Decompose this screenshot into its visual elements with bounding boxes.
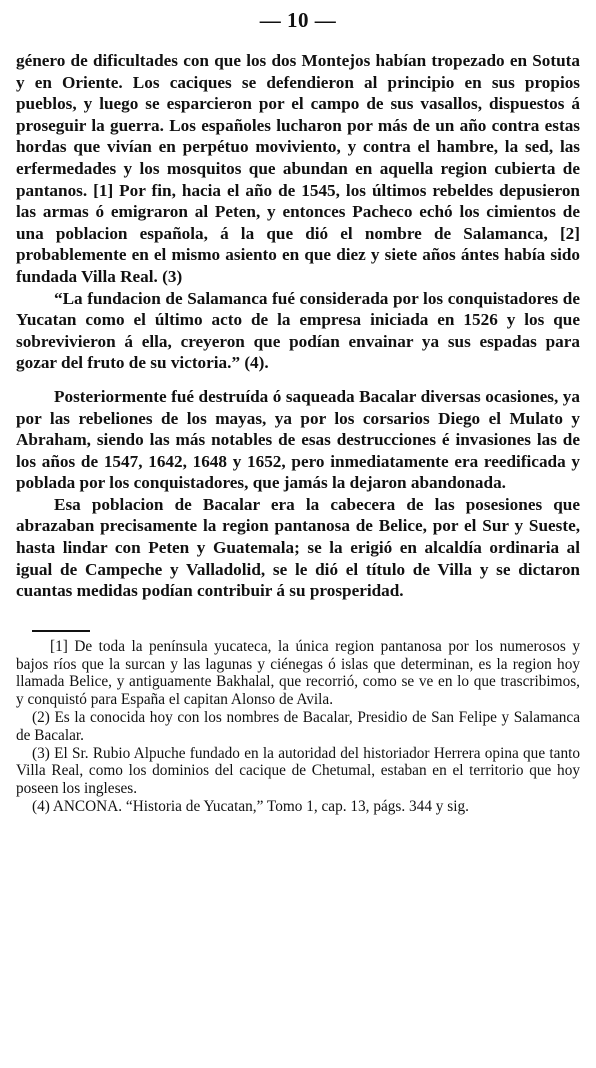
footnote: (3) El Sr. Rubio Alpuche fundado en la autoridad del historiador Herrera opina que tanto Villa Real, como los dominios del cacique de Chetumal, estaban en el territorio que hoy poseen los ingleses.	[16, 744, 580, 798]
footnote: [1] De toda la península yucateca, la única region pantanosa por los numerosos y bajos ríos que la surcan y las lagunas y ciénegas ó islas que determinan, es la region hoy llamada Belice, y antiguamente Bakhalal, que recorrió, como se ve en lo que trascribimos, y conquistó para España el capitan Alonso de Avila.	[16, 637, 580, 709]
paragraph-gap	[16, 374, 580, 386]
footnote: (4) ANCONA. “Historia de Yucatan,” Tomo 1, cap. 13, págs. 344 y sig.	[32, 798, 469, 816]
footnotes	[16, 638, 580, 816]
page-number: — 10 —	[259, 8, 337, 32]
paragraph: Esa poblacion de Bacalar era la cabecera de las posesiones que abrazaban precisamente la region pantanosa de Belice, por el Sur y Sueste, hasta lindar con Peten y Guatemala; se la erigió en alcaldía ordinaria al igual de Campeche y Valladolid, se le dió el título de Villa y se dictaron cuantas medidas podían contribuir á su prosperidad.	[16, 494, 580, 601]
paragraph: Posteriormente fué destruída ó saqueada Bacalar diversas ocasiones, ya por las rebeliones de los mayas, ya por los corsarios Diego el Mulato y Abraham, siendo las más notables de esas destrucciones é invasiones las de los años de 1547, 1642, 1648 y 1652, pero inmediatamente era reedificada y poblada por los conquistadores, que jamás la dejaron abandonada.	[16, 386, 580, 493]
main-text	[16, 50, 580, 602]
paragraph: “La fundacion de Salamanca fué considerada por los conquistadores de Yucatan como el último acto de la empresa iniciada en 1526 y los que sobrevivieron á ella, creyeron que podían envainar ya sus espadas para gozar del fruto de su victoria.” (4).	[16, 288, 580, 373]
footnote-separator	[32, 630, 90, 632]
paragraph: género de dificultades con que los dos Montejos habían tropezado en Sotuta y en Oriente. Los caciques se defendieron al principio en sus propios pueblos, y luego se esparcieron por el campo de sus vasallos, dispuestos á proseguir la guerra. Los españoles lucharon por más de un año contra estas hordas que vivían en perpétuo moviviento, y contra el hambre, la sed, las erfermedades y los mosquitos que abundan en aquella region cubierta de pantanos. [1] Por fin, hacia el año de 1545, los últimos rebeldes depusieron las armas ó emigraron al Peten, y entonces Pacheco echó los cimientos de una poblacion española, á la que dió el nombre de Salamanca, [2] probablemente en el mismo asiento en que diez y siete años ántes había sido fundada Villa Real. (3)	[16, 51, 580, 286]
footnote: (2) Es la conocida hoy con los nombres de Bacalar, Presidio de San Felipe y Salamanca de Bacalar.	[16, 709, 580, 744]
